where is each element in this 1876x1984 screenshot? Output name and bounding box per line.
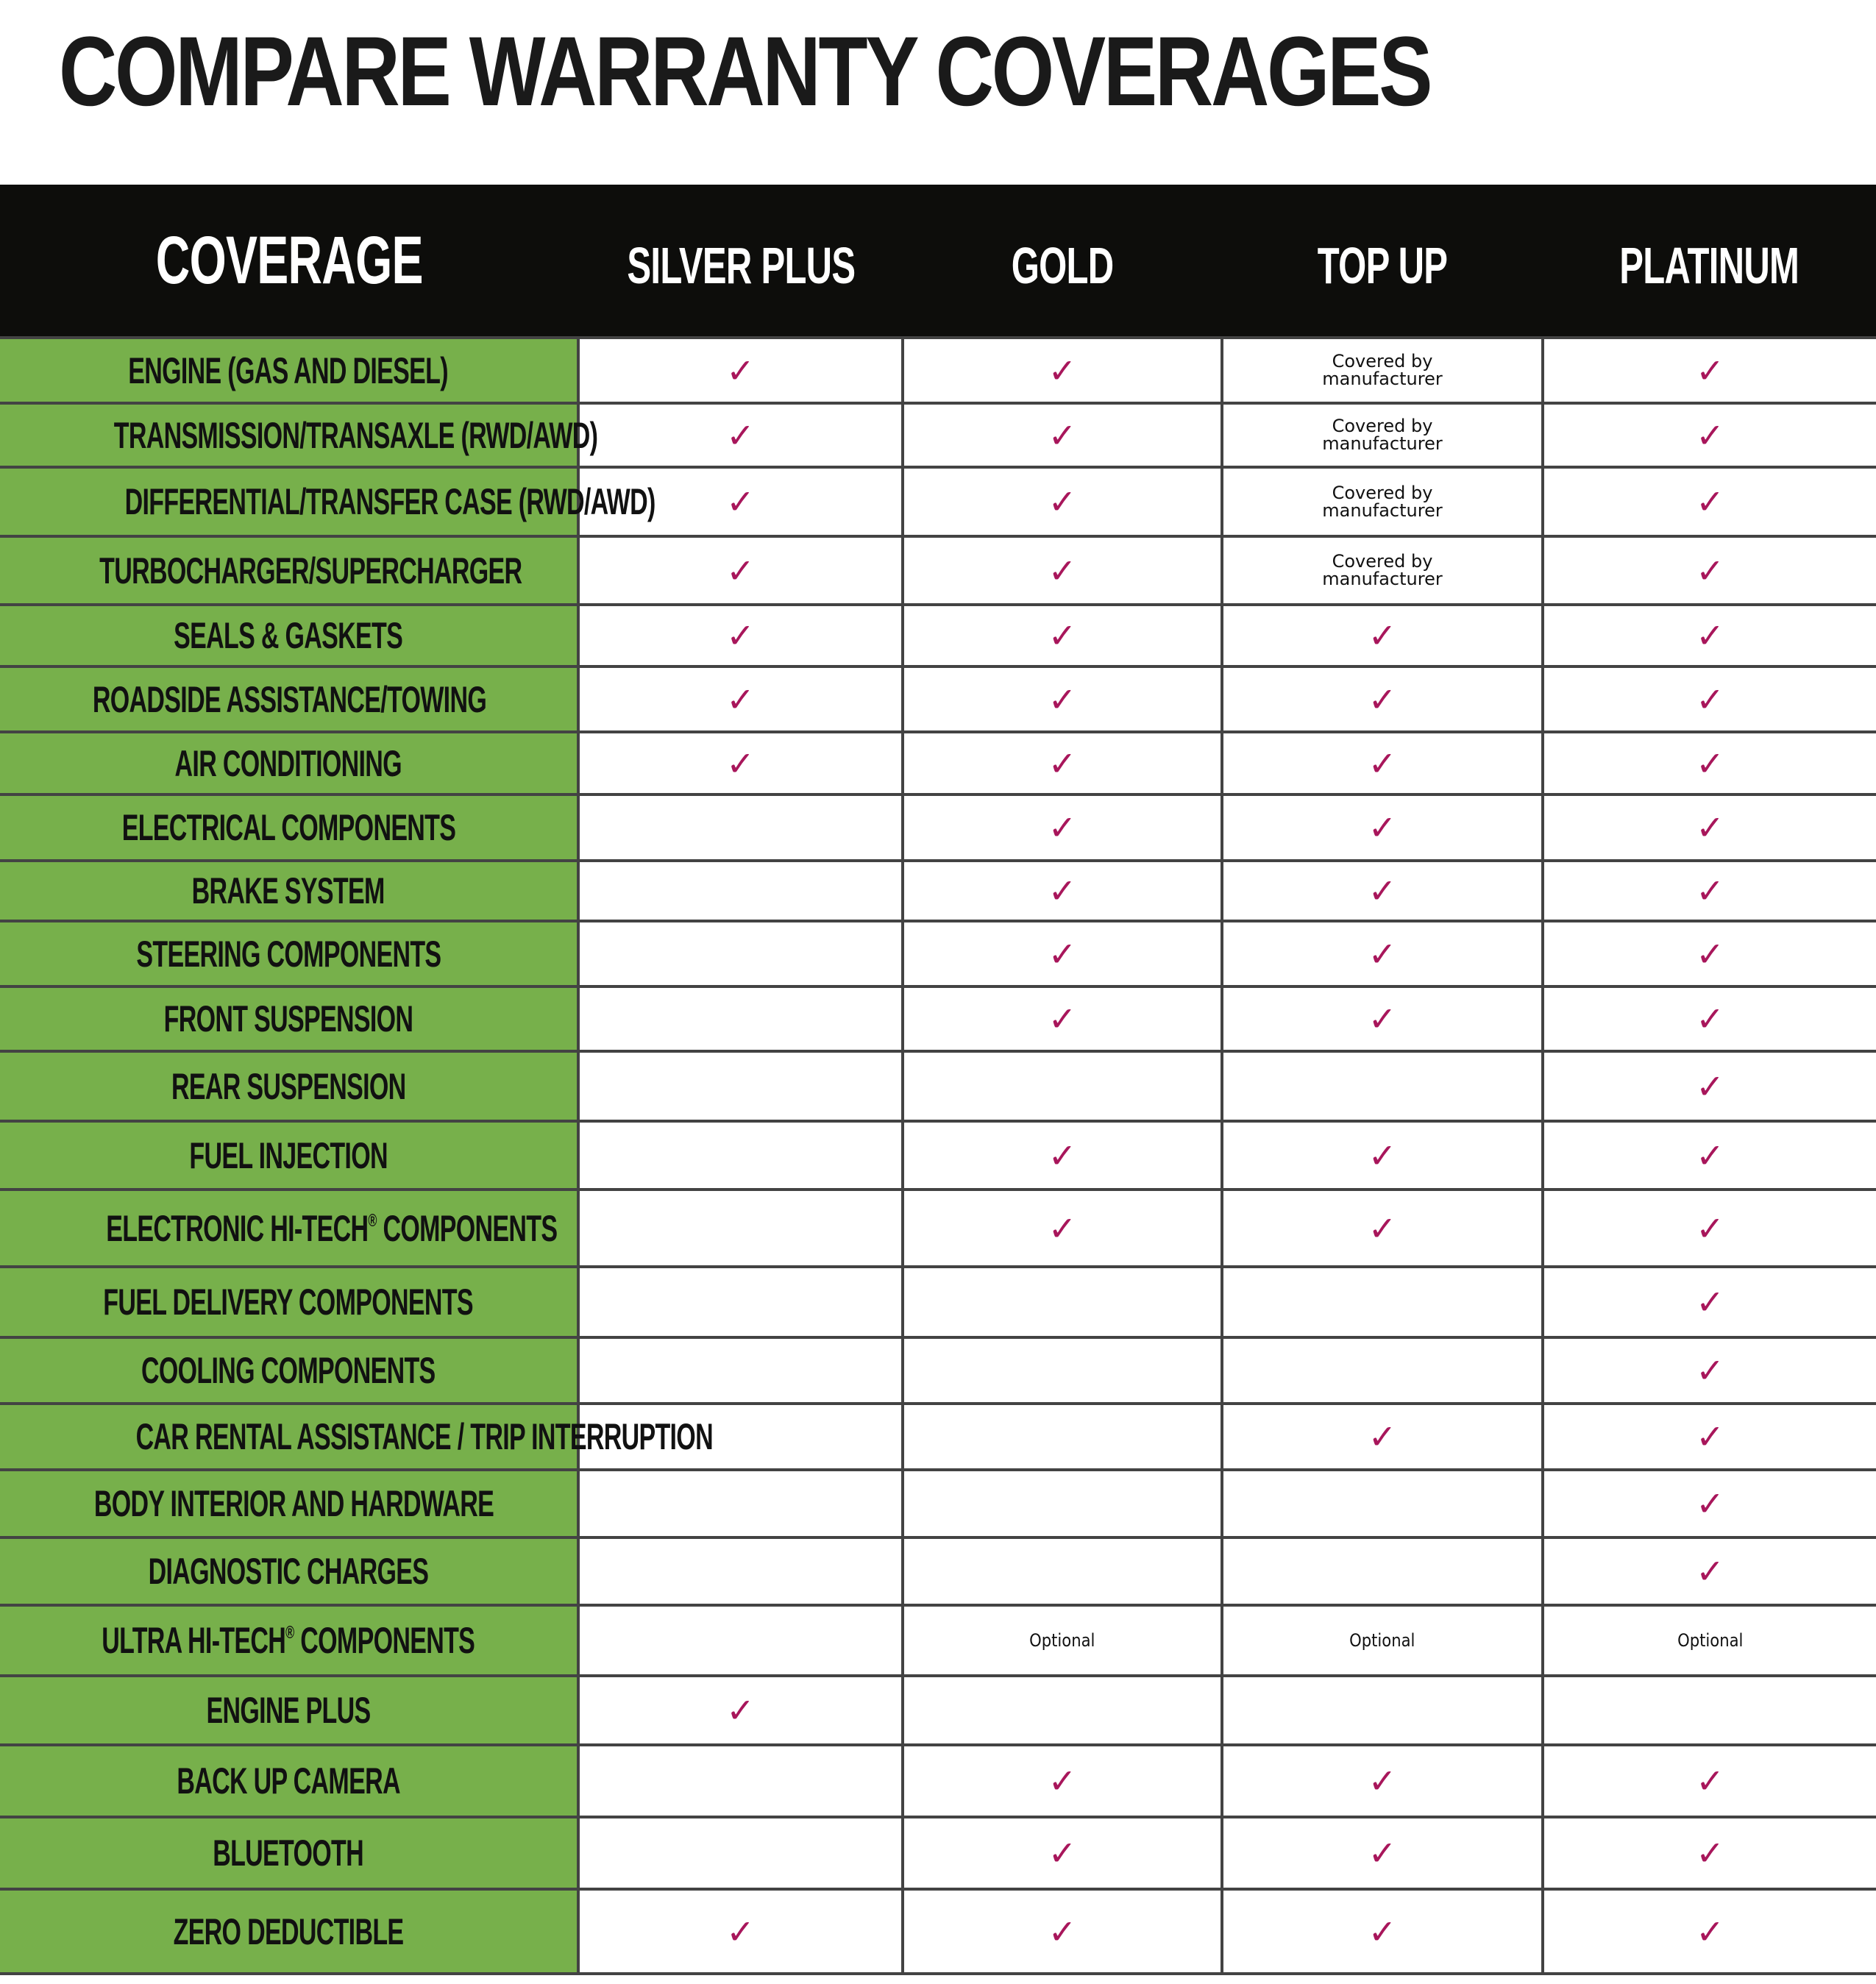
plan-cell xyxy=(1222,1676,1543,1745)
table-row xyxy=(0,1337,1876,1404)
column-header-silver-plus-label: SILVER PLUS xyxy=(627,237,856,294)
plan-cell xyxy=(903,1404,1222,1470)
coverage-label-text: BODY INTERIOR AND HARDWARE xyxy=(93,1483,494,1524)
coverage-label-text: STEERING COMPONENTS xyxy=(135,933,441,975)
checkmark-icon: ✓ xyxy=(1696,1417,1724,1457)
checkmark-icon: ✓ xyxy=(1696,1551,1724,1591)
coverage-label xyxy=(149,1550,429,1593)
checkmark-icon: ✓ xyxy=(726,743,755,783)
checkmark-icon: ✓ xyxy=(1048,934,1077,974)
coverage-label-cell xyxy=(0,467,655,536)
plan-cell xyxy=(578,986,903,1051)
plan-cell xyxy=(578,1605,903,1676)
coverage-label-cell xyxy=(0,1889,578,1974)
table-row xyxy=(0,1817,1876,1889)
checkmark-icon: ✓ xyxy=(726,415,755,455)
plan-cell xyxy=(903,1337,1222,1404)
plan-cell xyxy=(578,794,903,861)
coverage-label xyxy=(141,1349,436,1392)
plan-cell xyxy=(1543,467,1876,536)
coverage-label-text: FUEL DELIVERY COMPONENTS xyxy=(103,1281,474,1323)
coverage-label xyxy=(136,933,441,975)
checkmark-icon: ✓ xyxy=(1696,679,1724,719)
coverage-label xyxy=(174,614,403,657)
coverage-label-cell xyxy=(0,1190,578,1267)
plan-cell xyxy=(1543,605,1876,666)
checkmark-icon: ✓ xyxy=(1048,616,1077,655)
plan-cell xyxy=(1543,338,1876,403)
plan-cell xyxy=(903,986,1222,1051)
optional-note: Optional xyxy=(1677,1630,1744,1651)
checkmark-icon: ✓ xyxy=(1696,1833,1724,1873)
coverage-label-text: COOLING COMPONENTS xyxy=(141,1350,436,1391)
checkmark-icon: ✓ xyxy=(1696,743,1724,783)
checkmark-icon: ✓ xyxy=(1368,934,1397,974)
checkmark-icon: ✓ xyxy=(1048,999,1077,1039)
coverage-label-cell xyxy=(0,1470,578,1537)
plan-cell xyxy=(1222,1337,1543,1404)
checkmark-icon: ✓ xyxy=(1368,1833,1397,1873)
table-row xyxy=(0,986,1876,1051)
coverage-label xyxy=(206,1689,370,1732)
checkmark-icon: ✓ xyxy=(1048,1208,1077,1248)
coverage-label xyxy=(102,1619,475,1662)
coverage-label xyxy=(136,1415,713,1458)
coverage-label xyxy=(213,1832,364,1874)
plan-cell xyxy=(1222,403,1543,467)
table-row xyxy=(0,536,1876,605)
plan-cell xyxy=(1543,1190,1876,1267)
checkmark-icon: ✓ xyxy=(1368,743,1397,783)
checkmark-icon: ✓ xyxy=(1048,743,1077,783)
plan-cell xyxy=(1543,1337,1876,1404)
table-row xyxy=(0,1889,1876,1974)
column-header-top-up-label: TOP UP xyxy=(1317,237,1448,294)
checkmark-icon: ✓ xyxy=(1696,1135,1724,1176)
coverage-label xyxy=(192,870,385,912)
coverage-label-text: TURBOCHARGER/SUPERCHARGER xyxy=(99,550,522,591)
manufacturer-note: Covered by manufacturer xyxy=(1322,551,1443,589)
table-row xyxy=(0,1404,1876,1470)
checkmark-icon: ✓ xyxy=(1696,999,1724,1039)
coverage-label xyxy=(129,349,449,392)
plan-cell xyxy=(1543,794,1876,861)
coverage-label-cell xyxy=(0,986,578,1051)
coverage-label-text: DIFFERENTIAL/TRANSFER CASE (RWD/AWD) xyxy=(124,481,655,522)
coverage-label-cell xyxy=(0,536,578,605)
coverage-label xyxy=(106,1207,557,1250)
table-row xyxy=(0,921,1876,986)
plan-cell xyxy=(903,794,1222,861)
coverage-label-cell xyxy=(0,605,578,666)
plan-cell xyxy=(1222,732,1543,794)
coverage-label-suffix: COMPONENTS xyxy=(376,1207,558,1249)
plan-cell xyxy=(578,1745,903,1817)
checkmark-icon: ✓ xyxy=(1048,1833,1077,1873)
checkmark-icon: ✓ xyxy=(1048,1761,1077,1801)
plan-cell xyxy=(1222,666,1543,732)
plan-cell xyxy=(1543,986,1876,1051)
column-header-silver-plus xyxy=(578,185,903,338)
registered-mark: ® xyxy=(285,1623,294,1643)
checkmark-icon: ✓ xyxy=(726,350,755,391)
coverage-label xyxy=(177,1760,399,1802)
plan-cell xyxy=(903,467,1222,536)
plan-cell xyxy=(578,1267,903,1337)
plan-cell xyxy=(1222,1051,1543,1121)
column-header-coverage xyxy=(0,185,578,338)
coverage-label-cell xyxy=(0,1605,578,1676)
coverage-label-cell xyxy=(0,1337,578,1404)
checkmark-icon: ✓ xyxy=(1368,616,1397,655)
plan-cell xyxy=(1543,1745,1876,1817)
plan-cell xyxy=(578,861,903,921)
coverage-label-cell xyxy=(0,861,578,921)
plan-cell xyxy=(578,1051,903,1121)
checkmark-icon: ✓ xyxy=(1696,350,1724,391)
plan-cell xyxy=(1222,1267,1543,1337)
plan-cell xyxy=(903,536,1222,605)
checkmark-icon: ✓ xyxy=(1696,550,1724,591)
column-header-gold-label: GOLD xyxy=(1011,237,1114,294)
table-row xyxy=(0,1190,1876,1267)
coverage-label-cell xyxy=(0,666,578,732)
checkmark-icon: ✓ xyxy=(726,482,755,522)
optional-note: Optional xyxy=(1349,1630,1415,1651)
table-row xyxy=(0,1605,1876,1676)
checkmark-icon: ✓ xyxy=(1048,482,1077,522)
plan-cell xyxy=(578,605,903,666)
plan-cell xyxy=(1543,1470,1876,1537)
plan-cell xyxy=(903,861,1222,921)
coverage-label-text: ROADSIDE ASSISTANCE/TOWING xyxy=(92,678,487,720)
plan-cell xyxy=(1543,732,1876,794)
coverage-label xyxy=(99,550,522,592)
checkmark-icon: ✓ xyxy=(1696,1351,1724,1390)
checkmark-icon: ✓ xyxy=(1696,415,1724,455)
table-row xyxy=(0,1745,1876,1817)
coverage-label xyxy=(121,806,455,849)
plan-cell xyxy=(1543,1121,1876,1190)
plan-cell xyxy=(1543,536,1876,605)
coverage-label-text: DIAGNOSTIC CHARGES xyxy=(148,1551,429,1592)
plan-cell xyxy=(578,403,903,467)
plan-cell xyxy=(1222,605,1543,666)
plan-cell xyxy=(1222,536,1543,605)
plan-cell xyxy=(1222,861,1543,921)
plan-cell xyxy=(1222,1537,1543,1605)
plan-cell xyxy=(903,1676,1222,1745)
checkmark-icon: ✓ xyxy=(1696,1761,1724,1801)
plan-cell xyxy=(1222,338,1543,403)
coverage-label-cell xyxy=(0,1267,578,1337)
plan-cell xyxy=(903,732,1222,794)
checkmark-icon: ✓ xyxy=(1368,1135,1397,1176)
checkmark-icon: ✓ xyxy=(1696,934,1724,974)
checkmark-icon: ✓ xyxy=(1696,808,1724,847)
coverage-label-text: BACK UP CAMERA xyxy=(177,1760,400,1802)
coverage-label-text: SEALS & GASKETS xyxy=(174,615,403,656)
column-header-platinum-label: PLATINUM xyxy=(1619,237,1799,294)
plan-cell xyxy=(578,1889,903,1974)
plan-cell xyxy=(903,1267,1222,1337)
table-row xyxy=(0,1470,1876,1537)
checkmark-icon: ✓ xyxy=(1048,350,1077,391)
plan-cell xyxy=(1543,1404,1876,1470)
coverage-label-text: ZERO DEDUCTIBLE xyxy=(173,1910,404,1952)
plan-cell xyxy=(578,1190,903,1267)
checkmark-icon: ✓ xyxy=(1696,1282,1724,1322)
checkmark-icon: ✓ xyxy=(1048,415,1077,455)
coverage-label-cell xyxy=(0,794,578,861)
coverage-label xyxy=(164,998,413,1040)
optional-note: Optional xyxy=(1029,1630,1095,1651)
coverage-label-text: BRAKE SYSTEM xyxy=(192,870,385,911)
manufacturer-note: Covered by manufacturer xyxy=(1322,351,1443,389)
plan-cell xyxy=(1543,1817,1876,1889)
coverage-label-cell xyxy=(0,338,578,403)
checkmark-icon: ✓ xyxy=(1696,1484,1724,1523)
plan-cell xyxy=(1543,1605,1876,1676)
plan-cell xyxy=(578,1817,903,1889)
table-row xyxy=(0,467,1876,536)
checkmark-icon: ✓ xyxy=(726,679,755,719)
coverage-label-text: ENGINE PLUS xyxy=(206,1690,371,1731)
checkmark-icon: ✓ xyxy=(1696,1066,1724,1106)
coverage-label xyxy=(104,1281,474,1323)
coverage-label-text: FRONT SUSPENSION xyxy=(163,998,413,1039)
table-row xyxy=(0,1051,1876,1121)
coverage-label xyxy=(171,1065,406,1108)
plan-cell xyxy=(1543,1267,1876,1337)
table-row xyxy=(0,794,1876,861)
coverage-label-cell xyxy=(0,1121,578,1190)
plan-cell xyxy=(903,338,1222,403)
checkmark-icon: ✓ xyxy=(1696,1208,1724,1248)
coverage-comparison-table xyxy=(0,185,1876,1975)
coverage-label-cell xyxy=(0,1537,578,1605)
coverage-label-text: BLUETOOTH xyxy=(213,1832,364,1874)
coverage-label-text: TRANSMISSION/TRANSAXLE (RWD/AWD) xyxy=(113,414,598,456)
table-row xyxy=(0,666,1876,732)
coverage-label-text: ELECTRICAL COMPONENTS xyxy=(121,807,455,848)
plan-cell xyxy=(1222,1605,1543,1676)
plan-cell xyxy=(1543,403,1876,467)
plan-cell xyxy=(903,605,1222,666)
checkmark-icon: ✓ xyxy=(1048,550,1077,591)
table-row xyxy=(0,1121,1876,1190)
coverage-label xyxy=(114,414,598,457)
checkmark-icon: ✓ xyxy=(726,1911,755,1952)
checkmark-icon: ✓ xyxy=(1048,679,1077,719)
coverage-label-cell xyxy=(0,1745,578,1817)
coverage-label-text: CAR RENTAL ASSISTANCE / TRIP INTERRUPTION xyxy=(135,1416,713,1457)
column-header-top-up xyxy=(1222,185,1543,338)
plan-cell xyxy=(903,1190,1222,1267)
plan-cell xyxy=(1222,1190,1543,1267)
coverage-label-text: REAR SUSPENSION xyxy=(171,1065,406,1107)
coverage-label-text: ENGINE (GAS AND DIESEL) xyxy=(128,349,449,391)
plan-cell xyxy=(578,1121,903,1190)
plan-cell xyxy=(903,1537,1222,1605)
plan-cell xyxy=(578,666,903,732)
plan-cell xyxy=(578,1337,903,1404)
registered-mark: ® xyxy=(368,1210,377,1231)
plan-cell xyxy=(1222,921,1543,986)
plan-cell xyxy=(578,732,903,794)
plan-cell xyxy=(1222,1121,1543,1190)
checkmark-icon: ✓ xyxy=(1368,808,1397,847)
checkmark-icon: ✓ xyxy=(1696,871,1724,911)
coverage-label-cell xyxy=(0,1676,578,1745)
plan-cell xyxy=(903,1745,1222,1817)
coverage-label-text: ELECTRONIC HI-TECH xyxy=(106,1207,369,1249)
coverage-label xyxy=(93,678,486,721)
checkmark-icon: ✓ xyxy=(1368,871,1397,911)
checkmark-icon: ✓ xyxy=(1696,616,1724,655)
checkmark-icon: ✓ xyxy=(1368,1208,1397,1248)
checkmark-icon: ✓ xyxy=(1368,1417,1397,1457)
checkmark-icon: ✓ xyxy=(1048,1135,1077,1176)
plan-cell xyxy=(1222,1745,1543,1817)
plan-cell xyxy=(903,921,1222,986)
coverage-label-suffix: COMPONENTS xyxy=(294,1620,475,1661)
manufacturer-note: Covered by manufacturer xyxy=(1322,416,1443,454)
checkmark-icon: ✓ xyxy=(726,1690,755,1730)
coverage-label-text: FUEL INJECTION xyxy=(189,1134,388,1176)
coverage-label xyxy=(189,1134,387,1177)
plan-cell xyxy=(903,1121,1222,1190)
coverage-label-text: ULTRA HI-TECH xyxy=(102,1620,286,1661)
plan-cell xyxy=(578,338,903,403)
column-header-platinum xyxy=(1543,185,1876,338)
plan-cell xyxy=(1222,1817,1543,1889)
table-row xyxy=(0,1676,1876,1745)
plan-cell xyxy=(578,1470,903,1537)
coverage-label-cell xyxy=(0,403,598,467)
manufacturer-note: Covered by manufacturer xyxy=(1322,482,1443,521)
checkmark-icon: ✓ xyxy=(1048,808,1077,847)
plan-cell xyxy=(1543,1889,1876,1974)
plan-cell xyxy=(1222,1470,1543,1537)
coverage-label-cell xyxy=(0,1404,713,1470)
coverage-label xyxy=(174,1910,404,1953)
checkmark-icon: ✓ xyxy=(726,550,755,591)
plan-cell xyxy=(903,1051,1222,1121)
table-row xyxy=(0,605,1876,666)
plan-cell xyxy=(903,1605,1222,1676)
coverage-label-cell xyxy=(0,921,578,986)
checkmark-icon: ✓ xyxy=(1696,1911,1724,1952)
plan-cell xyxy=(1222,1889,1543,1974)
plan-cell xyxy=(1543,666,1876,732)
plan-cell xyxy=(903,1817,1222,1889)
plan-cell xyxy=(1222,1404,1543,1470)
checkmark-icon: ✓ xyxy=(1048,1911,1077,1952)
column-header-gold xyxy=(903,185,1222,338)
checkmark-icon: ✓ xyxy=(1696,482,1724,522)
table-row xyxy=(0,338,1876,403)
checkmark-icon: ✓ xyxy=(1368,1911,1397,1952)
table-row xyxy=(0,1537,1876,1605)
coverage-label-cell xyxy=(0,1817,578,1889)
plan-cell xyxy=(578,536,903,605)
table-row xyxy=(0,861,1876,921)
table-body xyxy=(0,338,1876,1974)
plan-cell xyxy=(578,921,903,986)
table-row xyxy=(0,732,1876,794)
coverage-label xyxy=(125,480,655,523)
table-row xyxy=(0,1267,1876,1337)
coverage-label-cell xyxy=(0,732,578,794)
checkmark-icon: ✓ xyxy=(1048,871,1077,911)
plan-cell xyxy=(578,1676,903,1745)
coverage-label-text: AIR CONDITIONING xyxy=(174,742,402,784)
plan-cell xyxy=(578,1537,903,1605)
plan-cell xyxy=(1543,921,1876,986)
plan-cell xyxy=(903,1889,1222,1974)
plan-cell xyxy=(1222,986,1543,1051)
checkmark-icon: ✓ xyxy=(1368,1761,1397,1801)
table-row xyxy=(0,403,1876,467)
plan-cell xyxy=(1543,1676,1876,1745)
plan-cell xyxy=(903,1470,1222,1537)
column-header-coverage-label: COVERAGE xyxy=(155,222,423,298)
coverage-label xyxy=(175,742,402,785)
table-header xyxy=(0,185,1876,338)
plan-cell xyxy=(1543,1537,1876,1605)
page-title: COMPARE WARRANTY COVERAGES xyxy=(59,17,1431,127)
plan-cell xyxy=(1543,861,1876,921)
plan-cell xyxy=(1222,467,1543,536)
coverage-label-cell xyxy=(0,1051,578,1121)
coverage-label xyxy=(94,1482,494,1525)
checkmark-icon: ✓ xyxy=(726,616,755,655)
plan-cell xyxy=(1222,794,1543,861)
plan-cell xyxy=(903,666,1222,732)
plan-cell xyxy=(903,403,1222,467)
checkmark-icon: ✓ xyxy=(1368,679,1397,719)
plan-cell xyxy=(1543,1051,1876,1121)
checkmark-icon: ✓ xyxy=(1368,999,1397,1039)
header-row xyxy=(0,185,1876,338)
